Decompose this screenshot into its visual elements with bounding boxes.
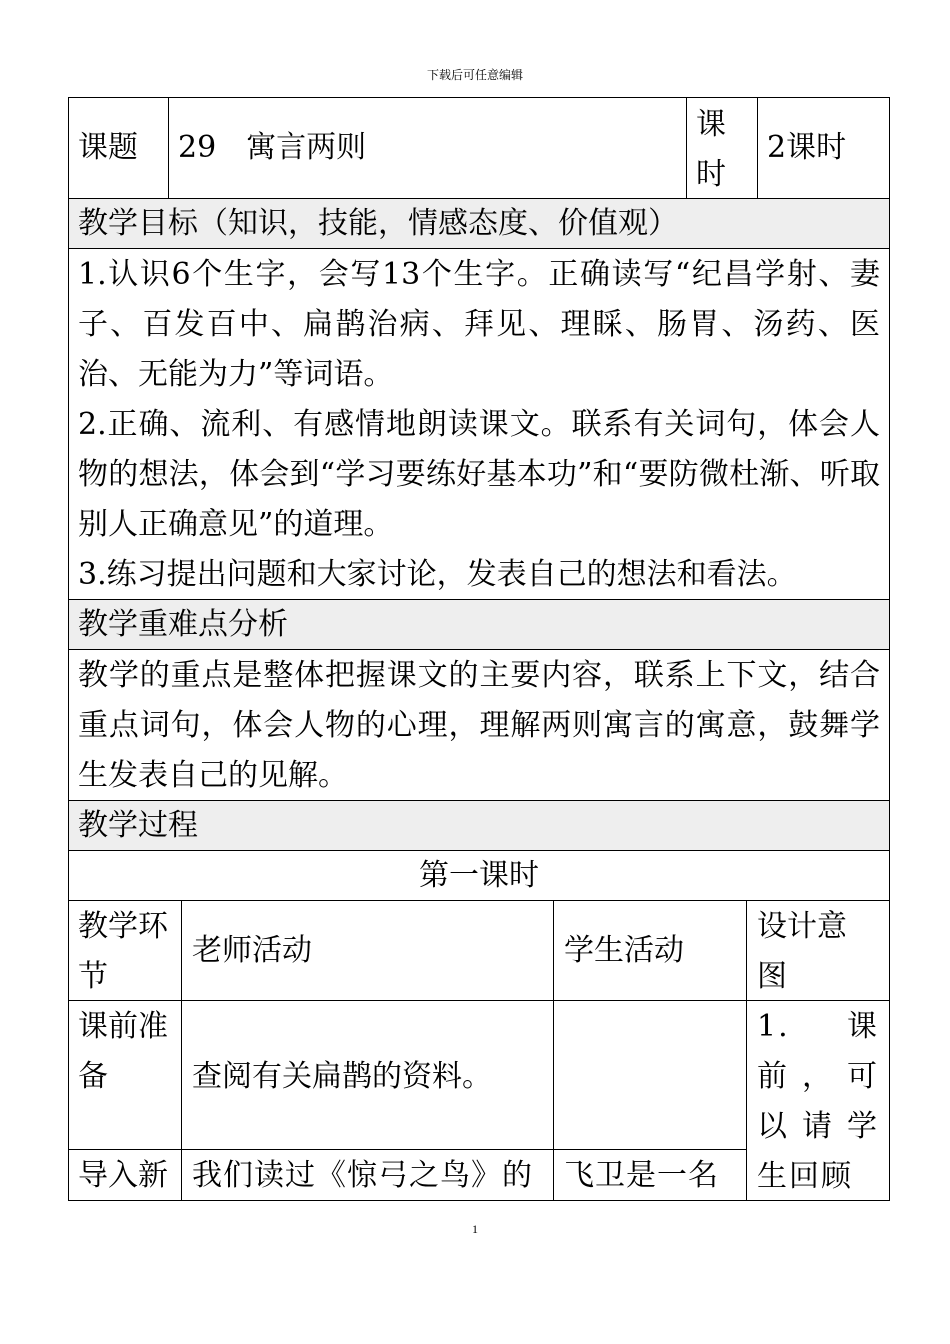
- key-points-heading: 教学重难点分析: [78, 607, 288, 642]
- topic-title: 29 寓言两则: [178, 130, 367, 165]
- table-row-stage: 导入新: [78, 1158, 168, 1193]
- column-header-design: 设计意图: [757, 909, 847, 994]
- column-header-student: 学生活动: [564, 933, 684, 968]
- hours-label-bottom: 时: [696, 157, 726, 192]
- table-row-student: 飞卫是一名: [564, 1158, 719, 1193]
- key-points-content: 教学的重点是整体把握课文的主要内容，联系上下文，结合重点词句，体会人物的心理，理解两则寓言的寓意，鼓舞学生发表自己的见解。: [78, 658, 880, 793]
- process-heading: 教学过程: [78, 808, 198, 843]
- table-row-stage: 课前准备: [78, 1009, 168, 1094]
- topic-label: 课题: [78, 130, 138, 165]
- table-row-teacher: 查阅有关扁鹊的资料。: [192, 1059, 492, 1094]
- objective-item: 2.正确、流利、有感情地朗读课文。联系有关词句，体会人物的想法，体会到“学习要练好基本功”和“要防微杜渐、听取别人正确意见”的道理。: [78, 407, 880, 542]
- session-title: 第一课时: [419, 858, 539, 893]
- column-header-teacher: 老师活动: [192, 933, 312, 968]
- objectives-content: [78, 250, 880, 600]
- hours-label-top: 课: [696, 107, 726, 142]
- header-note: 下载后可任意编辑: [426, 68, 523, 82]
- design-intent: 1.课前，可以请学生回顾: [757, 1009, 879, 1194]
- page-number: 1: [472, 1222, 478, 1236]
- objective-item: 1.认识6个生字，会写13个生字。正确读写“纪昌学射、妻子、百发百中、扁鹊治病、拜见、理睬、肠胃、汤药、医治、无能为力”等词语。: [78, 257, 880, 392]
- table-row-teacher: 我们读过《惊弓之鸟》的: [192, 1158, 533, 1193]
- hours-value: 2课时: [767, 130, 847, 165]
- column-header-stage: 教学环节: [78, 909, 168, 994]
- objective-item: 3.练习提出问题和大家讨论，发表自己的想法和看法。: [78, 557, 797, 592]
- objectives-heading: 教学目标（知识，技能，情感态度、价值观）: [78, 206, 678, 241]
